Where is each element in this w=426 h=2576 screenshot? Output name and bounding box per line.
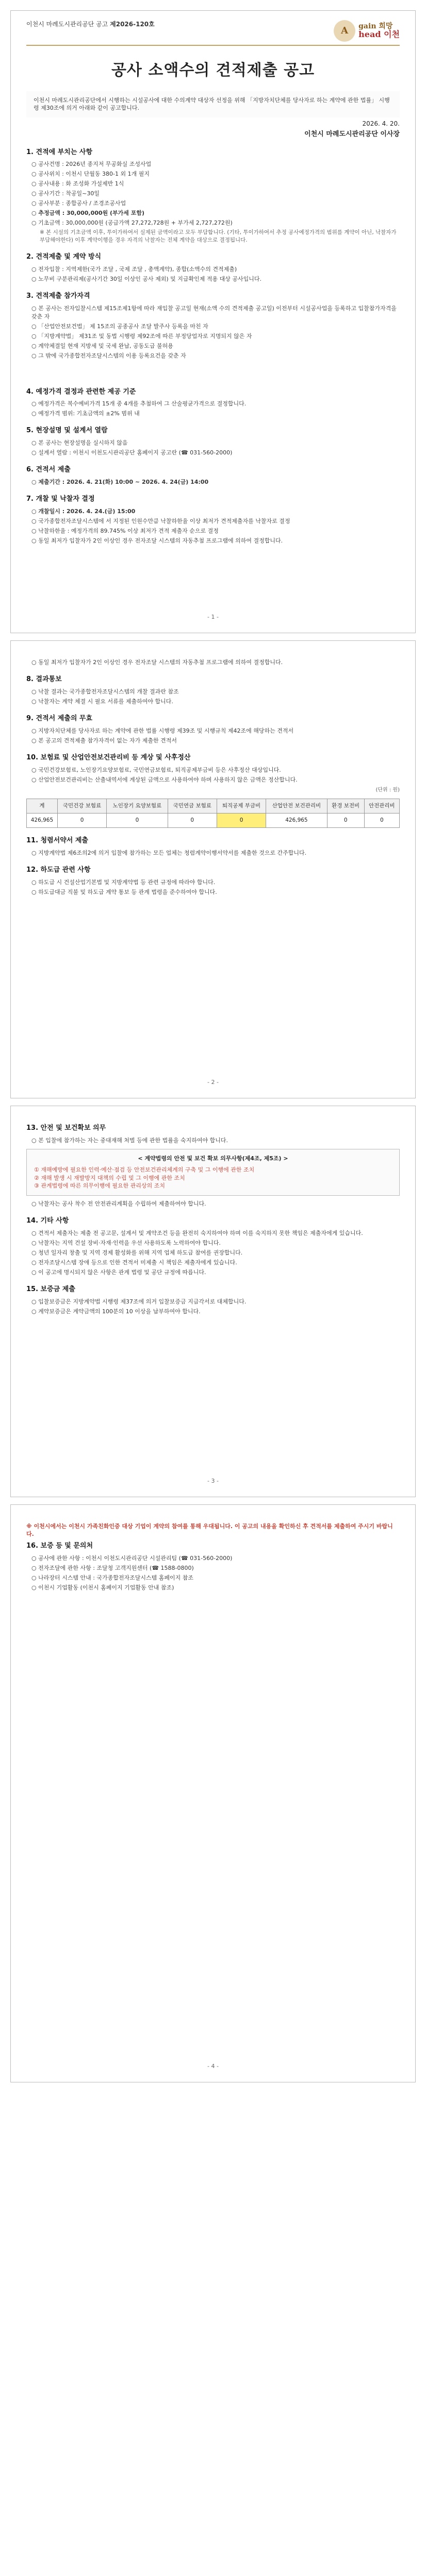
page-number: - 1 - [207,614,219,621]
table-header: 환경 보전비 [327,799,364,813]
section-title: 8. 결과통보 [26,675,62,684]
section-title: 12. 하도급 관련 사항 [26,866,91,874]
list-item: ○ 하도급대금 직불 및 하도급 계약 통보 등 관계 법령을 준수하여야 합니다. [31,888,217,895]
table-header: 국민연금 보험료 [168,799,217,813]
list-item: ○ 지방자치단체를 당사자로 하는 계약에 관한 법률 시행령 제39조 및 시행규칙 제42조에 해당하는 견적서 [31,727,294,734]
list-item: ○ 낙찰자는 공사 착수 전 안전관리계획을 수립하여 제출하여야 합니다. [31,1200,206,1208]
list-item: ○ 공사건명 : 2026년 종지저 무공화실 조성사업 [31,161,152,168]
list-item: ○ 전자입찰 : 지역제한(국가 조달 , 국제 조달 , 총액계약), 종합(소액수의 견적제출) [31,266,237,273]
section-title: 14. 기타 사항 [26,1217,69,1225]
section-title: 2. 견적제출 및 계약 방식 [26,253,102,261]
list-item: ○ 낙찰자는 지역 건설 장비·자재·인력을 우선 사용하도록 노력하여야 합니다. [31,1240,221,1247]
table-header: 산업안전 보건관리비 [266,799,327,813]
list-item: ○ 공사내용 : 화 조성화 가설제반 1식 [31,180,124,188]
section-5 [26,426,400,457]
section-title: 7. 개찰 및 낙찰자 결정 [26,495,95,503]
section-title: 6. 견적서 제출 [26,466,71,474]
contact-item[interactable]: ○ 공사에 관한 사항 : 이천시 이천도시관리공단 시설관리팀 (☎ 031-560-2000) [31,1555,233,1562]
table-cell: 0 [107,814,168,828]
list-item: ○ 공사부분 : 종합공사 / 조경조공사업 [31,200,126,207]
list-item: ○ 낙찰하한율 : 예정가격의 89.745% 이상 최저가 견적 제출자 순으로 결정 [31,527,219,534]
list-item: ○ 예정가격 범위: 기초금액의 ±2% 범위 내 [31,410,140,417]
org-logo [334,20,400,42]
table-cell: 0 [217,814,266,828]
section-title: 16. 보증 등 및 문의처 [26,1542,93,1550]
safety-duty-box [26,1149,400,1196]
list-item: ○ 청년 일자리 창출 및 지역 경제 활성화를 위해 지역 업체 하도급 참여를 권장합니다. [31,1249,243,1257]
table-cell: 426,965 [27,814,58,828]
page-number: - 2 - [207,1078,219,1086]
list-item: ○ 산업안전보건관리비는 산출내역서에 계상된 금액으로 사용하여야 하며 사용하지 않은 금액은 정산합니다. [31,776,298,783]
notice-header [26,20,400,46]
contact-item: ○ 이천시 기업활동 (이천시 홈페이지 기업활동 안내 참조) [31,1584,174,1591]
list-item: ○ 입찰보증금은 지방계약법 시행령 제37조에 의거 입찰보증금 지급각서로 대체합니다. [31,1298,247,1305]
list-item: ○ 동일 최저가 입찰자가 2인 이상인 경우 전자조달 시스템의 자동추첨 프로그램에 의하여 결정합니다. [31,659,283,666]
contact-item: ○ 나라장터 시스템 안내 : 국가종합전자조달시스템 홈페이지 참조 [31,1574,194,1582]
table-unit: (단위 : 원) [375,787,400,793]
list-item: ○ 공사위치 : 이천시 단월동 380-1 외 1개 필지 [31,171,150,178]
list-item: ○ 본 공사는 현장설명을 실시하지 않음 [31,439,128,447]
section-title: 3. 견적제출 참가자격 [26,292,90,300]
list-item: ○ 동일 최저가 입찰자가 2인 이상인 경우 전자조달 시스템의 자동추첨 프로그램에 의하여 결정합니다. [31,537,283,544]
notice-number [26,20,155,29]
list-item: ○ 제출기간 : 2026. 4. 21(화) 10:00 ~ 2026. 4. 24(금) 14:00 [31,478,209,485]
list-item: ○ 국민건강보험료, 노인장기요양보험료, 국민연금보험료, 퇴직공제부금비 등은 사후정산 대상입니다. [31,766,281,773]
list-item: ○ 견적서 제출자는 제출 전 공고문, 설계서 및 계약조건 등을 완전히 숙지하여야 하며 이를 숙지하지 못한 책임은 제출자에게 있습니다. [31,1230,363,1237]
notice-page-1 [10,10,416,633]
section-title: 5. 현장설명 및 설계서 열람 [26,427,108,435]
list-item: ○ 계약보증금은 계약금액의 100분의 10 이상을 납부하여야 합니다. [31,1308,201,1315]
logo-line-1: gain 희망 [358,22,393,31]
table-header: 국민건강 보험료 [57,799,106,813]
list-item: ○ 본 입찰에 참가하는 자는 중대재해 처벌 등에 관한 법률을 숙지하여야 합니다. [31,1137,228,1144]
insurance-table [26,799,400,828]
list-item: ○ 하도급 시 건설산업기본법 및 지방계약법 등 관련 규정에 따라야 합니다. [31,879,216,886]
table-cell: 0 [327,814,364,828]
warn-note: ※ 이천시에서는 이천시 가족친화인증 대상 기업이 계약의 참여를 통해 우대됩니다. 이 공고의 내용을 확인하신 후 견적서를 제출하여 주시기 바랍니다. [26,1522,393,1538]
logo-mark-icon: A [334,20,355,42]
list-item: ○ 전자조달시스템 장애 등으로 인한 견적서 미제출 시 책임은 제출자에게 있습니다. [31,1259,237,1266]
notice-number-prefix: 이천시 마례도시관리공단 공고 [26,21,110,28]
table-cell: 0 [168,814,217,828]
notice-date: 2026. 4. 20. [362,120,400,128]
issuing-org: 이천시 마례도시관리공단 이사장 [304,130,400,138]
box-title: < 계약법령의 안전 및 보건 확보 의무사항(제4조, 제5조) > [138,1155,288,1162]
table-header-row [27,799,400,813]
section-7-cont [26,658,400,667]
section-title: 9. 견적서 제출의 무효 [26,715,93,723]
box-line: ③ 관계법령에 따른 의무이행에 필요한 관리상의 조치 [34,1182,165,1190]
box-line: ① 재해예방에 필요한 인력·예산·점검 등 안전보건관리체계의 구축 및 그 이행에 관한 조치 [34,1166,255,1173]
section-4 [26,387,400,418]
notice-page-3 [10,1106,416,1497]
section-9 [26,714,400,745]
table-row [27,814,400,828]
table-cell: 0 [364,814,399,828]
section-13 [26,1124,400,1208]
list-item: ○ 공사기간 : 착공일~30일 [31,190,100,197]
list-item: ○ 본 공고의 견적제출 참가자격이 없는 자가 제출한 견적서 [31,737,177,744]
table-header: 퇴직공제 부금비 [217,799,266,813]
list-item: ○ 예정가격은 복수예비가격 15개 중 4개를 추첨하여 그 산술평균가격으로 결정합니다. [31,400,247,408]
section-16 [26,1541,400,1592]
section-11 [26,836,400,857]
table-cell: 0 [57,814,106,828]
list-item: ○ 계약체결일 현재 지방세 및 국세 완납, 공동도급 불허용 [31,342,173,349]
notice-page-4 [10,1504,416,2082]
page-title: 공사 소액수의 견적제출 공고 [111,61,315,79]
section-1 [26,148,400,245]
section-title: 4. 예정가격 결정과 관련한 제공 기준 [26,387,136,396]
list-item-link[interactable]: ○ 설계서 열람 : 이천시 이천도시관리공단 홈페이지 공고란 (☎ 031-560-2000) [31,449,233,456]
section-title: 13. 안전 및 보건확보 의무 [26,1124,106,1132]
table-header: 노인장기 요양보험료 [107,799,168,813]
list-item: ○ 그 밖에 국가종합전자조달시스템의 이용 등록요건을 갖춘 자 [31,352,186,359]
list-item: ○ 개찰일시 : 2026. 4. 24.(금) 15:00 [31,507,136,515]
intro-text: 이천시 마례도시관리공단에서 시행하는 시설공사에 대한 수의계약 대상자 선정을 위해 「지방자치단체를 당사자로 하는 계약에 관한 법률」 시행령 제30조에 의거 아래와 같이 공고합니다. [26,91,400,118]
list-item: ○ 본 공사는 전자입찰시스템 제15조제1항에 따라 재입찰 공고일 현재(소액 수의 견적제출 공고일) 이전부터 시설공사업을 등록하고 입찰참가자격을 갖춘 자 [31,305,397,320]
section-2 [26,252,400,283]
section-14 [26,1216,400,1277]
section-7 [26,495,400,545]
warn-note-section [26,1522,400,1539]
list-item: ○ 「산업안전보건법」 제 15조의 공종공사 조달 발주사 등록을 마친 자 [31,323,208,330]
list-item: ○ 노무비 구분관리제(공사기간 30일 이상인 공사 제외) 및 지급확인제 적용 대상 공사입니다. [31,276,262,283]
list-item-note: ※ 본 시설의 기초금액 이후, 투이가하여서 실제된 금액이라고 모두 부담합니다. (기타, 투이가하여서 추정 공사예정가격의 범위를 계약이 아닌, 낙찰자가 부담해야한다) 이후 계약이행을 경우 자격의 낙찰자는 전체 계약을 대상으로 결정됩니다. [40,229,397,244]
list-item: ○ 낙찰 결과는 국가종합전자조달시스템의 개찰 결과란 참조 [31,688,179,696]
page-number: - 3 - [207,1477,219,1484]
list-item: ○ 이 공고에 명시되지 않은 사항은 관계 법령 및 공단 규정에 따릅니다. [31,1268,206,1276]
table-header: 안전관리비 [364,799,399,813]
list-item: ○ 낙찰자는 계약 체결 시 필요 서류를 제출하여야 합니다. [31,698,173,705]
section-title: 10. 보험료 및 산업안전보건관리비 등 계상 및 사후정산 [26,753,191,761]
section-8 [26,675,400,706]
box-line: ② 재해 발생 시 재발방지 대책의 수립 및 그 이행에 관한 조치 [34,1174,185,1181]
contact-item: ○ 전자조달에 관한 사항 : 조달청 고객지원센터 (☎ 1588-0800) [31,1565,194,1572]
section-3 [26,292,400,360]
section-10 [26,753,400,828]
table-header: 계 [27,799,58,813]
section-12 [26,866,400,896]
section-15 [26,1285,400,1316]
section-title: 1. 견적에 부치는 사항 [26,148,93,156]
list-item: ○ 기초금액 : 30,000,000원 (공급가액 27,272,728원 + 부가세 2,727,272원) [31,219,233,227]
page-number: - 4 - [207,2062,219,2070]
section-title: 11. 청렴서약서 제출 [26,837,88,845]
table-cell: 426,965 [266,814,327,828]
notice-number-value: 제2026-120호 [110,21,155,28]
list-item: ○ 지방계약법 제6조의2에 의거 입찰에 참가하는 모든 업체는 청렴계약이행서약서를 제출한 것으로 간주합니다. [31,850,307,857]
logo-line-2: head 이천 [358,29,400,39]
section-6 [26,465,400,486]
section-title: 15. 보증금 제출 [26,1285,75,1293]
list-item: ○ 국가종합전자조달시스템에 서 지정된 인원수만큼 낙찰하한율 이상 최저가 견적제출자를 낙찰자로 결정 [31,517,290,524]
list-item: ○ 「지방계약법」 제31조 및 동법 시행령 제92조에 따른 부정당업자로 지명되지 않은 자 [31,332,252,340]
notice-page-2 [10,640,416,1098]
list-item: ○ 추정금액 : 30,000,000원 (부가세 포함) [31,210,145,217]
